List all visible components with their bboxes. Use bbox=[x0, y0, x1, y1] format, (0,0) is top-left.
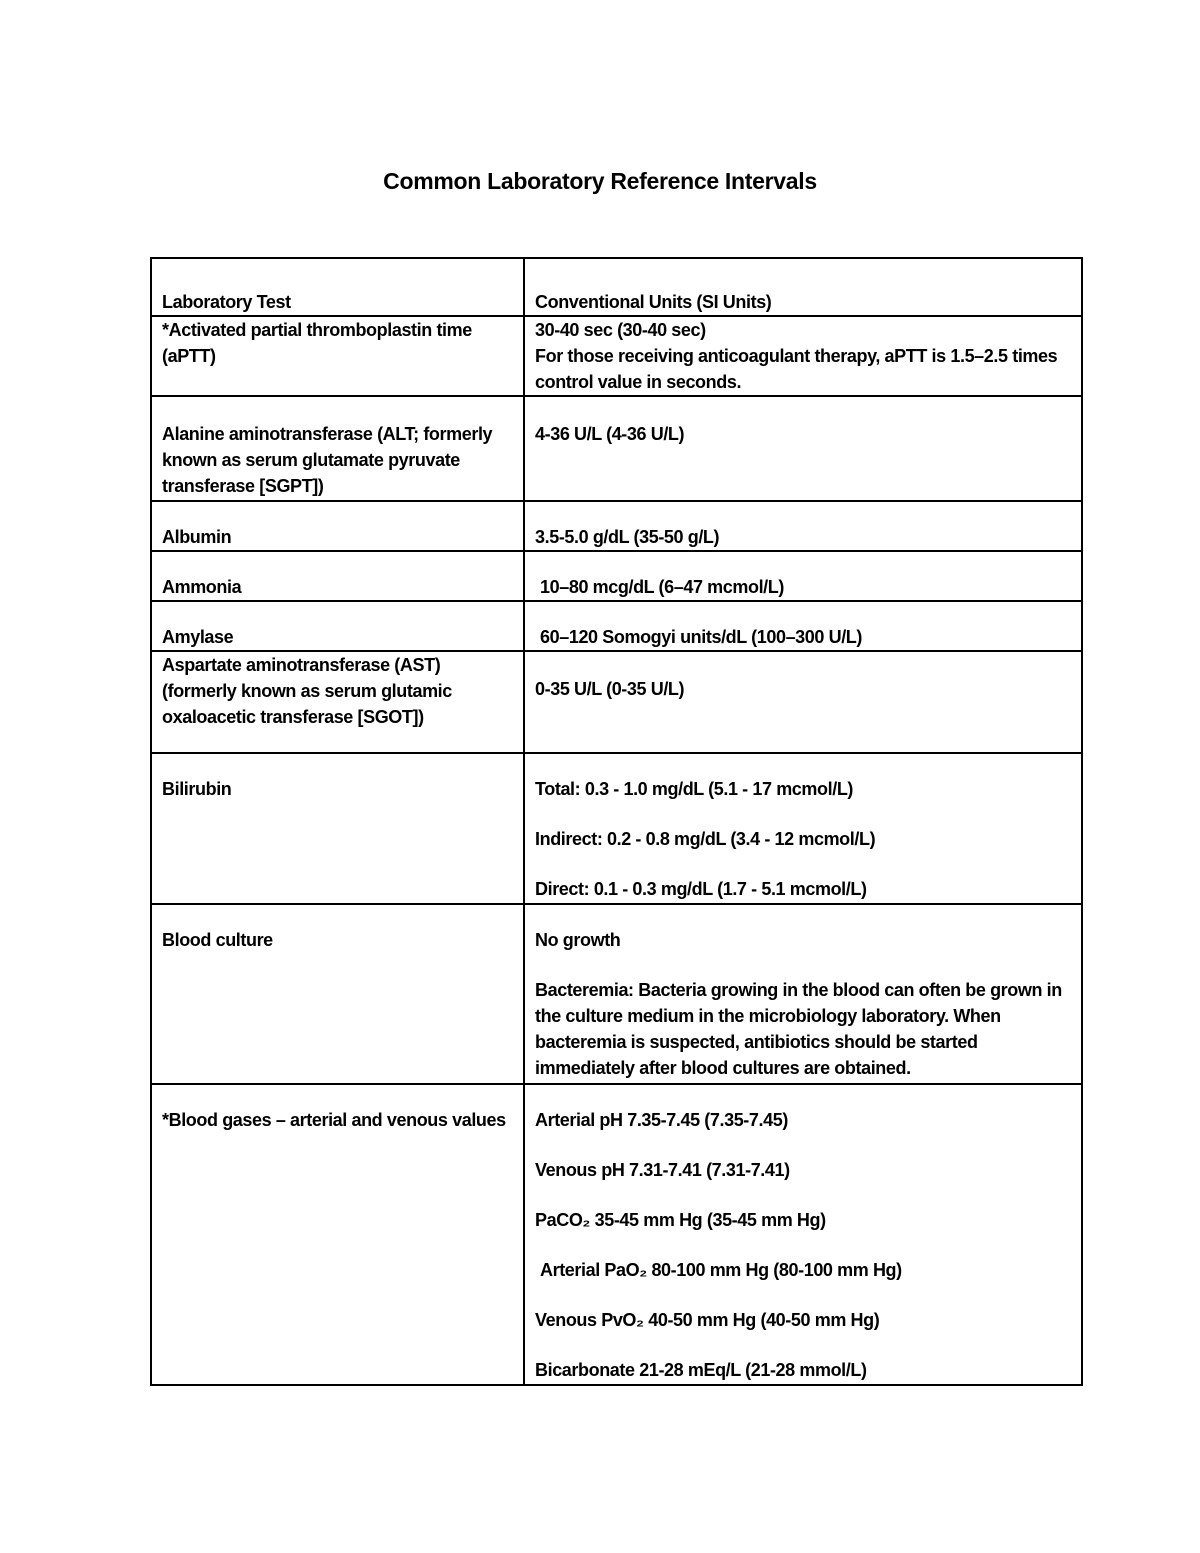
test-values bbox=[524, 396, 1082, 501]
value-line: Direct: 0.1 - 0.3 mg/dL (1.7 - 5.1 mcmol/L) bbox=[535, 879, 867, 899]
test-values bbox=[524, 753, 1082, 904]
test-values bbox=[524, 904, 1082, 1084]
header-test bbox=[151, 258, 524, 316]
table-row bbox=[151, 316, 1082, 396]
table-row bbox=[151, 651, 1082, 753]
test-values bbox=[524, 316, 1082, 396]
test-values bbox=[524, 551, 1082, 601]
value-line: Venous PvO₂ 40-50 mm Hg (40-50 mm Hg) bbox=[535, 1310, 880, 1330]
value-line: 10–80 mcg/dL (6–47 mcmol/L) bbox=[540, 577, 784, 597]
test-name: Aspartate aminotransferase (AST) (formerly known as serum glutamic oxaloacetic transferase [SGOT]) bbox=[151, 651, 524, 753]
test-values bbox=[524, 1084, 1082, 1385]
test-name: Alanine aminotransferase (ALT; formerly known as serum glutamate pyruvate transferase [SGPT]) bbox=[151, 396, 524, 501]
value-line: Arterial pH 7.35-7.45 (7.35-7.45) bbox=[535, 1110, 788, 1130]
table-header-row bbox=[151, 258, 1082, 316]
test-name: Bilirubin bbox=[151, 753, 524, 904]
value-line: Venous pH 7.31-7.41 (7.31-7.41) bbox=[535, 1160, 790, 1180]
value-line: 60–120 Somogyi units/dL (100–300 U/L) bbox=[540, 627, 862, 647]
page-title: Common Laboratory Reference Intervals bbox=[383, 168, 817, 194]
table-row bbox=[151, 904, 1082, 1084]
table-row bbox=[151, 601, 1082, 651]
value-line: PaCO₂ 35-45 mm Hg (35-45 mm Hg) bbox=[535, 1210, 826, 1230]
value-line: Bicarbonate 21-28 mEq/L (21-28 mmol/L) bbox=[535, 1360, 867, 1380]
test-name: *Activated partial thromboplastin time (aPTT) bbox=[151, 316, 524, 396]
value-line: 0-35 U/L (0-35 U/L) bbox=[535, 679, 685, 699]
value-line: For those receiving anticoagulant therapy, aPTT is 1.5–2.5 times control value in seconds. bbox=[535, 346, 1058, 392]
test-name: *Blood gases – arterial and venous values bbox=[151, 1084, 524, 1385]
value-line: 4-36 U/L (4-36 U/L) bbox=[535, 424, 685, 444]
value-line: Bacteremia: Bacteria growing in the blood can often be grown in the culture medium in the microbiology laboratory. When bacteremia is suspected, antibiotics should be started immediately after blood cultures are obtained. bbox=[535, 980, 1062, 1078]
test-values bbox=[524, 651, 1082, 753]
test-name: Ammonia bbox=[151, 551, 524, 601]
header-units bbox=[524, 258, 1082, 316]
table-row bbox=[151, 753, 1082, 904]
value-line: No growth bbox=[535, 930, 621, 950]
table-row bbox=[151, 1084, 1082, 1385]
test-name: Amylase bbox=[151, 601, 524, 651]
header-test-label: Laboratory Test bbox=[162, 292, 291, 312]
test-name: Blood culture bbox=[151, 904, 524, 1084]
header-units-label: Conventional Units (SI Units) bbox=[535, 292, 772, 312]
test-values bbox=[524, 601, 1082, 651]
value-line: Total: 0.3 - 1.0 mg/dL (5.1 - 17 mcmol/L) bbox=[535, 779, 854, 799]
value-line: Arterial PaO₂ 80-100 mm Hg (80-100 mm Hg) bbox=[540, 1260, 902, 1280]
value-line: 3.5-5.0 g/dL (35-50 g/L) bbox=[535, 527, 720, 547]
table-row bbox=[151, 551, 1082, 601]
test-name: Albumin bbox=[151, 501, 524, 551]
test-values bbox=[524, 501, 1082, 551]
value-line: 30-40 sec (30-40 sec) bbox=[535, 320, 706, 340]
table-row bbox=[151, 501, 1082, 551]
reference-table bbox=[150, 257, 1083, 1386]
value-line: Indirect: 0.2 - 0.8 mg/dL (3.4 - 12 mcmol/L) bbox=[535, 829, 876, 849]
table-row bbox=[151, 396, 1082, 501]
